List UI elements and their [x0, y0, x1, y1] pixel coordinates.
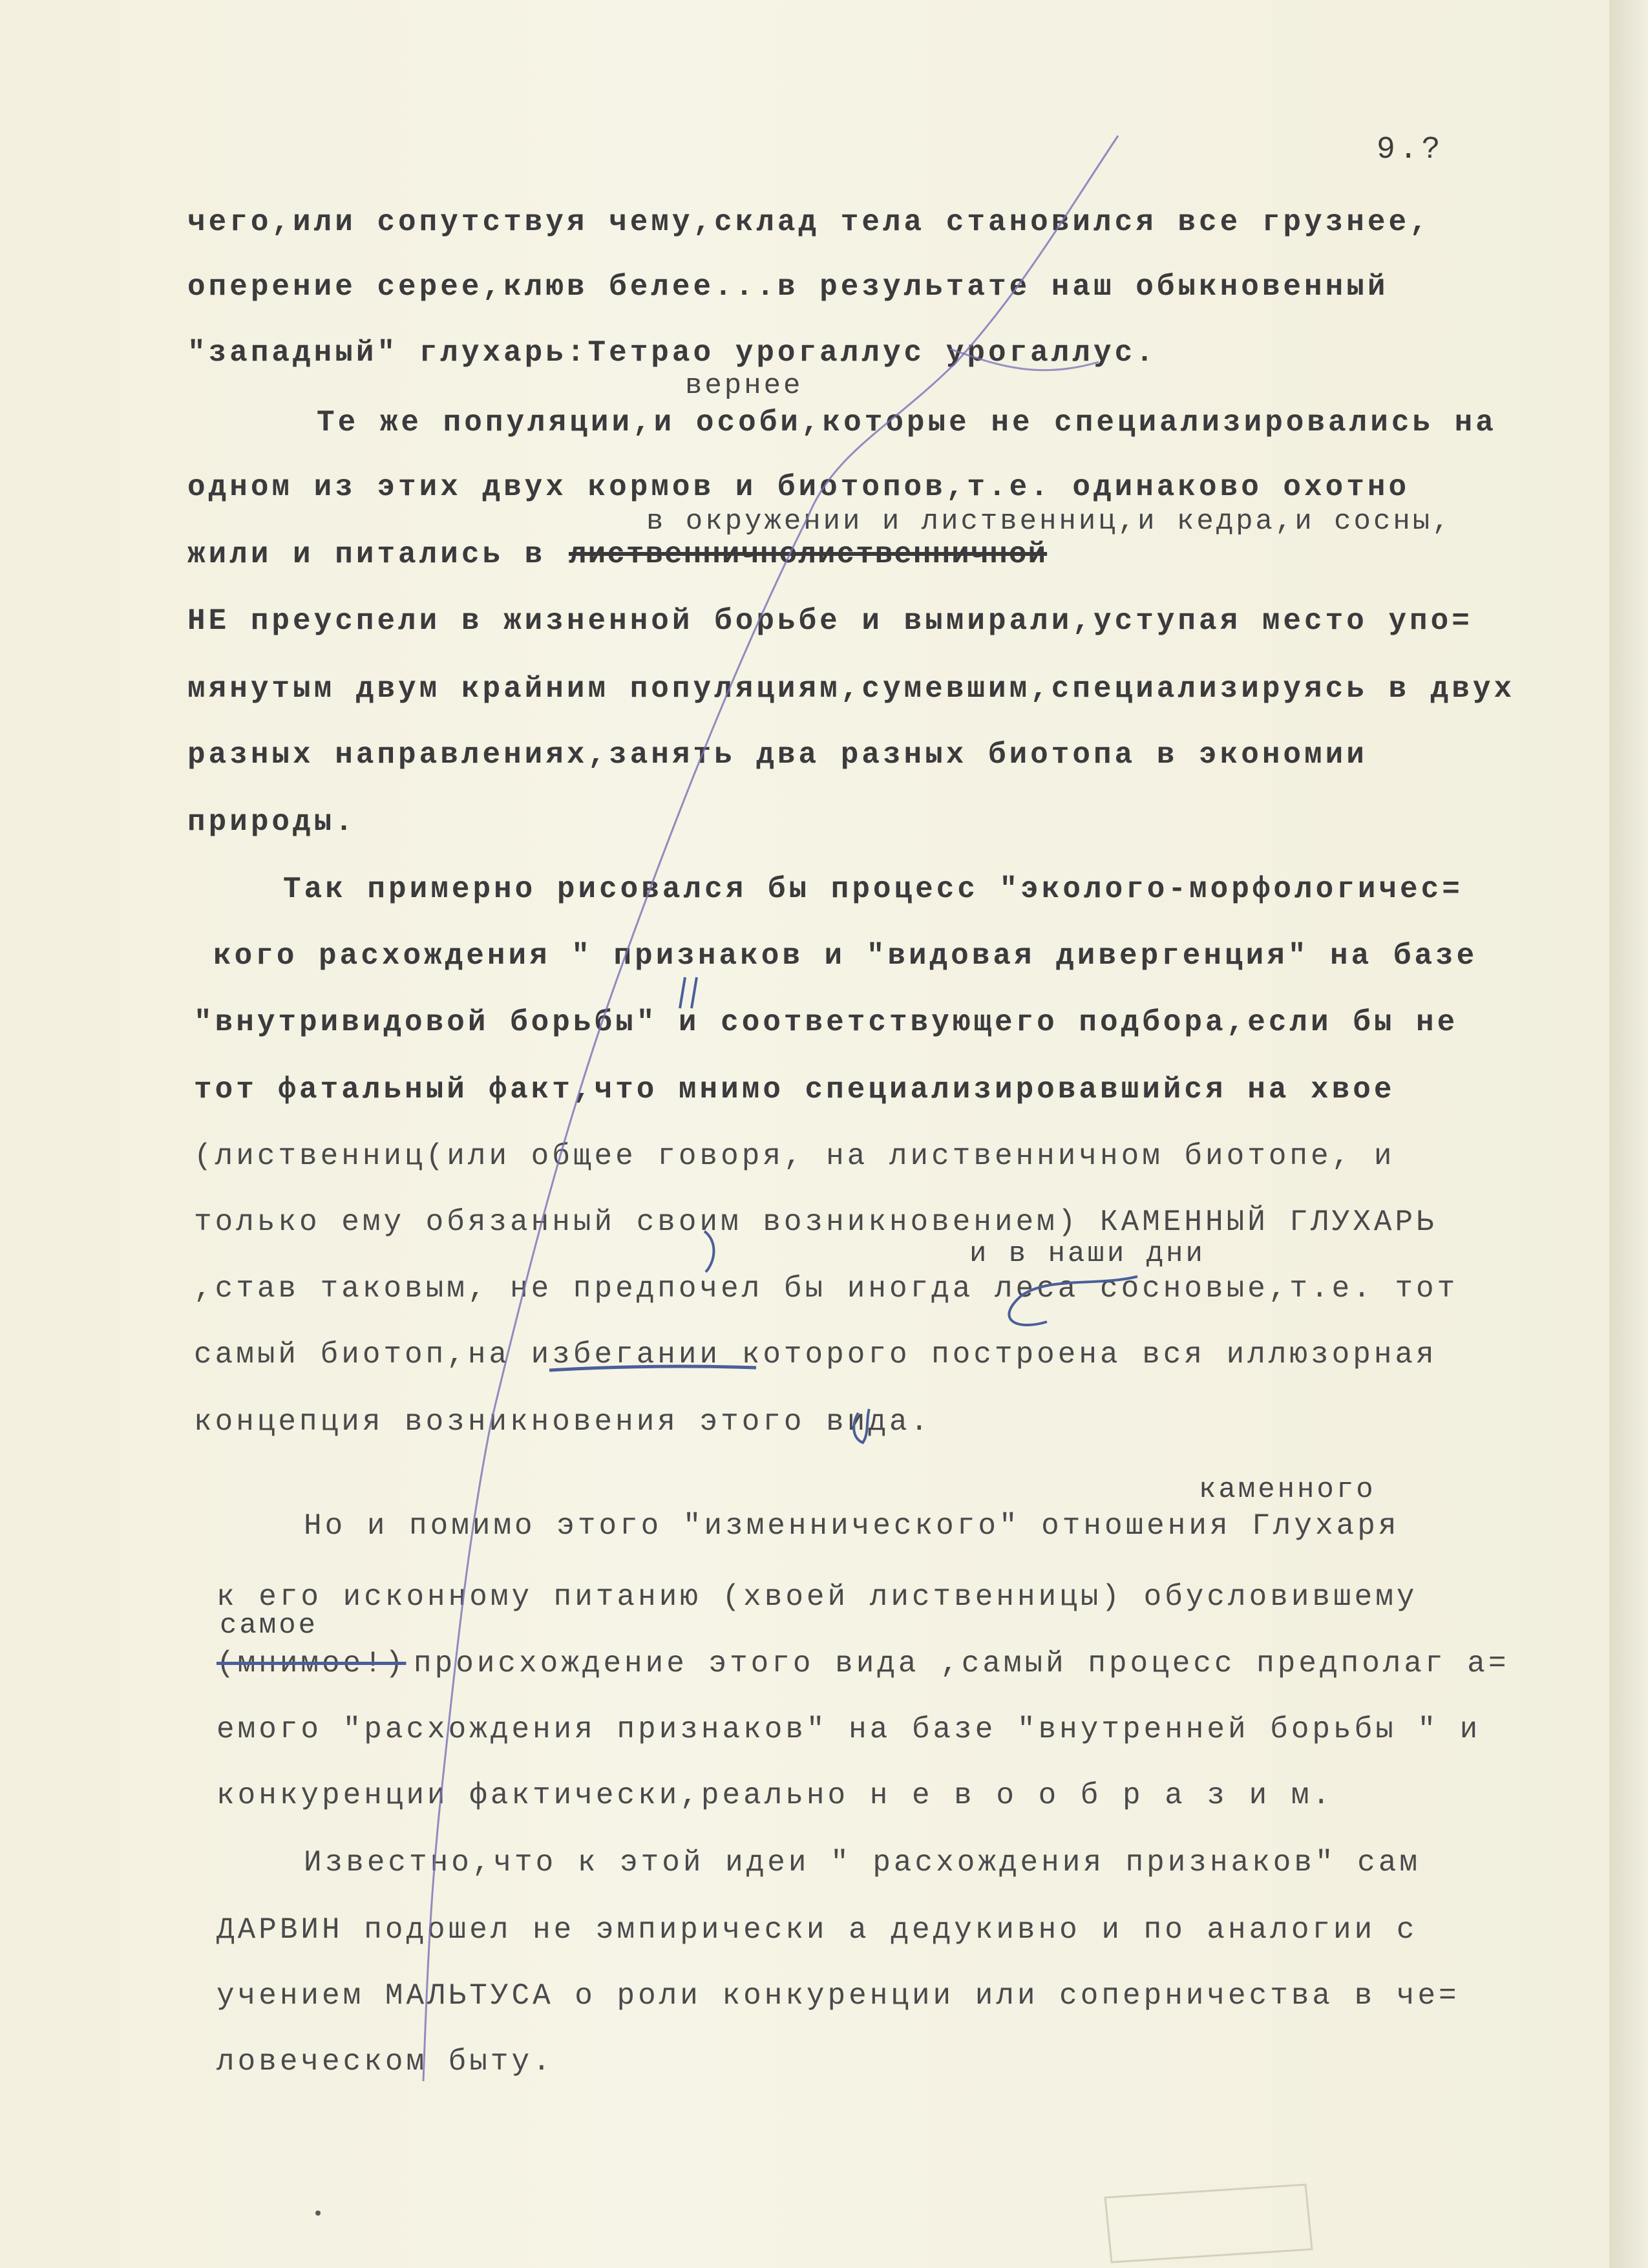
text-line-23: емого "расхождения признаков" на базе "внутренней борьбы " и: [217, 1713, 1481, 1746]
text-line-24: конкуренции фактически,реально н е в о о б р а з и м.: [217, 1779, 1334, 1812]
insertion-environment: в окружении и лиственниц,и кедра,и сосны,: [646, 505, 1452, 538]
insertion-kamennogo: каменного: [1199, 1474, 1376, 1506]
insertion-vernee: вернее: [685, 370, 803, 402]
insertion-samoe: самое: [220, 1609, 319, 1642]
text-line-9: разных направлениях,занять два разных биотопа в экономии: [187, 738, 1368, 772]
text-line-18: самый биотоп,на избегании которого построена вся иллюзорная: [194, 1338, 1437, 1372]
text-line-7: НЕ преуспели в жизненной борьбе и вымирали,уступая место упо=: [187, 604, 1473, 638]
text-line-10: природы.: [187, 805, 356, 839]
text-line-25: Известно,что к этой идеи " расхождения признаков" сам: [304, 1846, 1421, 1880]
text-line-16: только ему обязанный своим возникновением) КАМЕННЫЙ ГЛУХАРЬ: [194, 1205, 1437, 1239]
text-line-1: чего,или сопутствуя чему,склад тела становился все грузнее,: [187, 206, 1431, 239]
text-line-14: тот фатальный факт,что мнимо специализировавшийся на хвое: [194, 1073, 1395, 1107]
struck-mnimoe: (мнимое!): [217, 1647, 407, 1680]
text-line-5: одном из этих двух кормов и биотопов,т.е. одинаково охотно: [187, 471, 1410, 504]
text-line-15: (лиственниц(или общее говоря, на лиственничном биотопе, и: [194, 1139, 1395, 1173]
text-line-13: "внутривидовой борьбы" и соответствующего подбора,если бы не: [194, 1006, 1459, 1039]
text-line-12: кого расхождения " признаков и "видовая дивергенция" на базе: [213, 939, 1478, 973]
text-line-2: оперение серее,клюв белее...в результате наш обыкновенный: [187, 270, 1389, 304]
text-line-28: ловеческом быту.: [217, 2045, 554, 2079]
text-line-26: ДАРВИН подошел не эмпирически а дедукивно и по аналогии с: [217, 1913, 1418, 1947]
text-line-27: учением МАЛЬТУСА о роли конкуренции или соперничества в че=: [217, 1979, 1460, 2013]
text-line-21: к его исконному питанию (хвоей лиственницы) обусловившему: [217, 1580, 1418, 1614]
insertion-in-our-days: и в наши дни: [969, 1238, 1205, 1270]
text-line-22: происхождение этого вида ,самый процесс предполаг а=: [414, 1647, 1510, 1680]
text-line-6: жили и питались в: [187, 538, 546, 571]
text-line-19: концепция возникновения этого вида.: [194, 1405, 932, 1439]
page-number: 9.?: [1377, 132, 1444, 167]
scan-edge: [1609, 0, 1648, 2268]
text-line-20: Но и помимо этого "изменнического" отношения Глухаря: [304, 1509, 1400, 1543]
text-line-17: ,став таковым, не предпочел бы иногда леса сосновые,т.е. тот: [194, 1272, 1459, 1306]
text-line-11: Так примерно рисовался бы процесс "эколого-морфологичес=: [283, 873, 1463, 906]
overtyped-struck-text: лиственничнолиственничной: [569, 538, 1048, 571]
text-line-8: мянутым двум крайним популяциям,сумевшим,специализируясь в двух: [187, 672, 1516, 706]
text-line-3: "западный" глухарь:Тетрао урогаллус урогаллус.: [187, 336, 1157, 370]
text-line-4: Те же популяции,и особи,которые не специализировались на: [317, 406, 1497, 440]
